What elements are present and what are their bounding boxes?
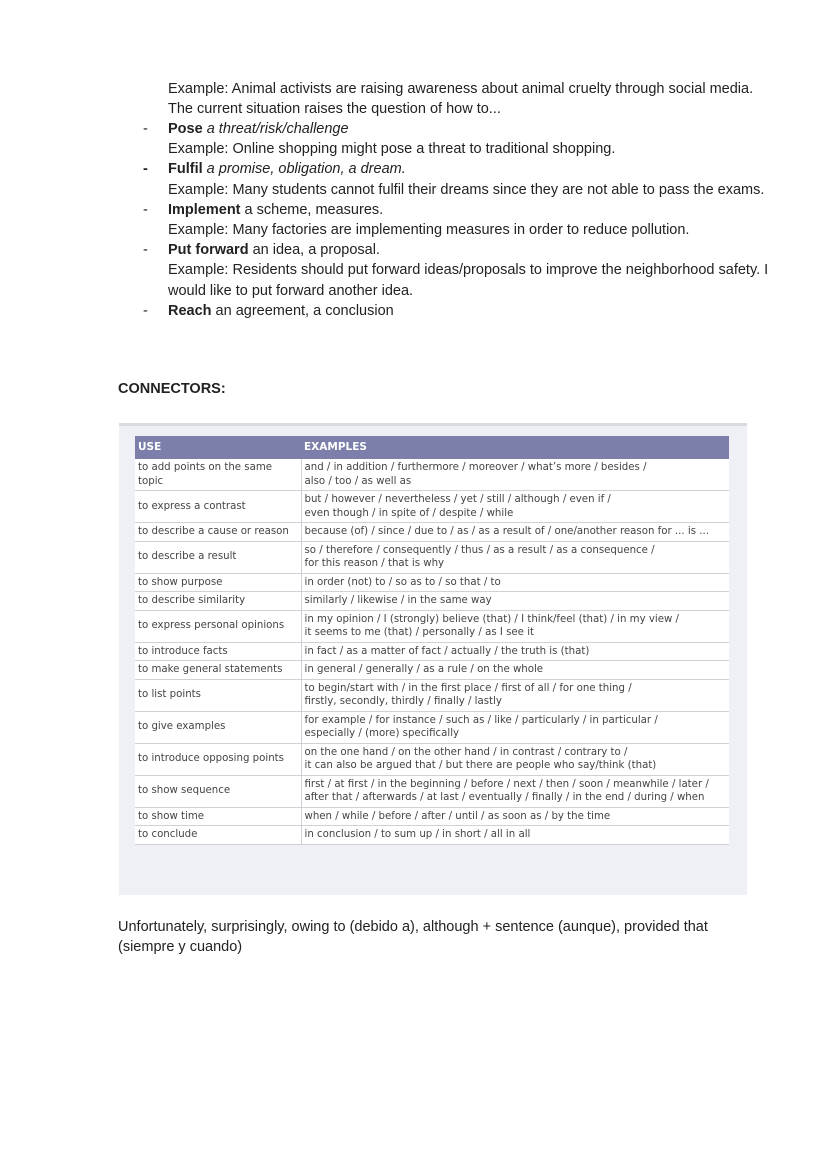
connectors-table-frame: [119, 423, 747, 895]
closing-note: Unfortunately, surprisingly, owing to (debido a), although + sentence (aunque), provided that (siempre y cuando): [118, 919, 708, 956]
table-row: [135, 711, 729, 743]
example-line: it seems to me (that) / personally / as I see it: [304, 627, 535, 638]
use-cell: to describe a result: [135, 541, 301, 573]
example-line: on the one hand / on the other hand / in contrast / contrary to /: [304, 746, 628, 758]
examples-cell: [301, 661, 729, 680]
example-line: for this reason / that is why: [304, 558, 445, 569]
examples-cell: [301, 679, 729, 711]
example-line: so / therefore / consequently / thus / as a result / as a consequence /: [304, 544, 655, 556]
collocation-term: Reach: [168, 302, 212, 319]
collocation-object: a scheme, measures.: [240, 201, 384, 218]
use-cell: to show time: [135, 807, 301, 826]
table-row: [135, 679, 729, 711]
collocation-term: Implement: [168, 201, 241, 218]
table-row: [135, 661, 729, 680]
examples-cell: [301, 807, 729, 826]
use-cell: to express personal opinions: [135, 610, 301, 642]
collocation-list: [140, 119, 780, 321]
table-row: [135, 459, 729, 491]
examples-cell: [301, 541, 729, 573]
bullet-dash: -: [143, 161, 148, 178]
example-line: because (of) / since / due to / as / as a result of / one/another reason for ... is ...: [304, 526, 709, 537]
collocation-example: Example: Many factories are implementing measures in order to reduce pollution.: [168, 222, 690, 239]
table-row: [135, 592, 729, 611]
examples-cell: [301, 491, 729, 523]
use-cell: to introduce facts: [135, 642, 301, 661]
examples-cell: [301, 826, 729, 845]
example-line: when / while / before / after / until / as soon as / by the time: [304, 810, 611, 822]
use-cell: to introduce opposing points: [135, 743, 301, 775]
table-row: [135, 775, 729, 807]
examples-cell: [301, 610, 729, 642]
collocation-term: Pose: [168, 121, 203, 137]
use-cell: to give examples: [135, 711, 301, 743]
table-row: [135, 610, 729, 642]
header-examples: EXAMPLES: [301, 436, 729, 459]
example-line: especially / (more) specifically: [304, 728, 460, 739]
list-item: [140, 240, 780, 301]
use-cell: to list points: [135, 679, 301, 711]
example-line: even though / in spite of / despite / while: [304, 507, 514, 519]
example-line: firstly, secondly, thirdly / finally / lastly: [304, 696, 502, 707]
examples-cell: [301, 642, 729, 661]
bullet-dash: -: [143, 302, 148, 319]
connectors-table-body: [135, 459, 729, 844]
connectors-heading: CONNECTORS:: [118, 381, 226, 397]
table-row: [135, 826, 729, 845]
table-row: [135, 743, 729, 775]
collocation-example: Example: Residents should put forward ideas/proposals to improve the neighborhood safety. I would like to put forward another idea.: [168, 262, 769, 299]
use-cell: to describe similarity: [135, 592, 301, 611]
table-row: [135, 541, 729, 573]
bullet-dash: -: [143, 121, 148, 137]
list-item: [140, 159, 780, 199]
table-row: [135, 491, 729, 523]
example-line: after that / afterwards / at last / eventually / finally / in the end / during / when: [304, 792, 705, 803]
example-line: in fact / as a matter of fact / actually / the truth is (that): [304, 645, 590, 657]
collocation-object: a threat/risk/challenge: [202, 121, 349, 137]
collocation-object: an idea, a proposal.: [248, 242, 380, 259]
bullet-dash: -: [143, 242, 148, 259]
use-cell: to conclude: [135, 826, 301, 845]
collocation-term: Put forward: [168, 242, 249, 259]
collocation-term: Fulfil: [168, 161, 203, 178]
intro-example: Example: Animal activists are raising awareness about animal cruelty through social media. The current situation raises the question of how to...: [168, 81, 754, 118]
examples-cell: [301, 573, 729, 592]
table-row: [135, 573, 729, 592]
collocation-object: an agreement, a conclusion: [211, 302, 394, 319]
example-line: it can also be argued that / but there are people who say/think (that): [304, 760, 657, 771]
example-line: first / at first / in the beginning / before / next / then / soon / meanwhile / later /: [304, 778, 709, 790]
example-line: for example / for instance / such as / like / particularly / in particular /: [304, 714, 658, 726]
examples-cell: [301, 459, 729, 491]
example-line: in conclusion / to sum up / in short / all in all: [304, 829, 531, 840]
example-line: in order (not) to / so as to / so that / to: [304, 576, 501, 588]
collocation-example: Example: Online shopping might pose a threat to traditional shopping.: [168, 141, 616, 158]
collocation-example: Example: Many students cannot fulfil their dreams since they are not able to pass the exams.: [168, 181, 765, 198]
examples-cell: [301, 743, 729, 775]
example-line: to begin/start with / in the first place / first of all / for one thing /: [304, 682, 632, 694]
list-item: [140, 200, 780, 240]
table-row: [135, 523, 729, 542]
example-line: also / too / as well as: [304, 475, 412, 487]
header-use: USE: [135, 436, 301, 459]
examples-cell: [301, 711, 729, 743]
example-line: in general / generally / as a rule / on the whole: [304, 664, 544, 675]
bullet-dash: -: [143, 201, 148, 218]
use-cell: to add points on the same topic: [135, 459, 301, 491]
list-item: [140, 119, 780, 159]
connectors-table: [135, 436, 729, 845]
example-line: in my opinion / I (strongly) believe (that) / I think/feel (that) / in my view /: [304, 613, 679, 625]
example-line: and / in addition / furthermore / moreover / what’s more / besides /: [304, 462, 647, 473]
use-cell: to show purpose: [135, 573, 301, 592]
table-row: [135, 642, 729, 661]
use-cell: to describe a cause or reason: [135, 523, 301, 542]
examples-cell: [301, 523, 729, 542]
example-line: but / however / nevertheless / yet / still / although / even if /: [304, 494, 611, 505]
use-cell: to make general statements: [135, 661, 301, 680]
use-cell: to show sequence: [135, 775, 301, 807]
list-item: [140, 301, 780, 321]
table-header-row: [135, 436, 729, 459]
examples-cell: [301, 775, 729, 807]
collocation-object: a promise, obligation, a dream.: [202, 161, 406, 178]
examples-cell: [301, 592, 729, 611]
example-line: similarly / likewise / in the same way: [304, 595, 492, 606]
table-row: [135, 807, 729, 826]
use-cell: to express a contrast: [135, 491, 301, 523]
